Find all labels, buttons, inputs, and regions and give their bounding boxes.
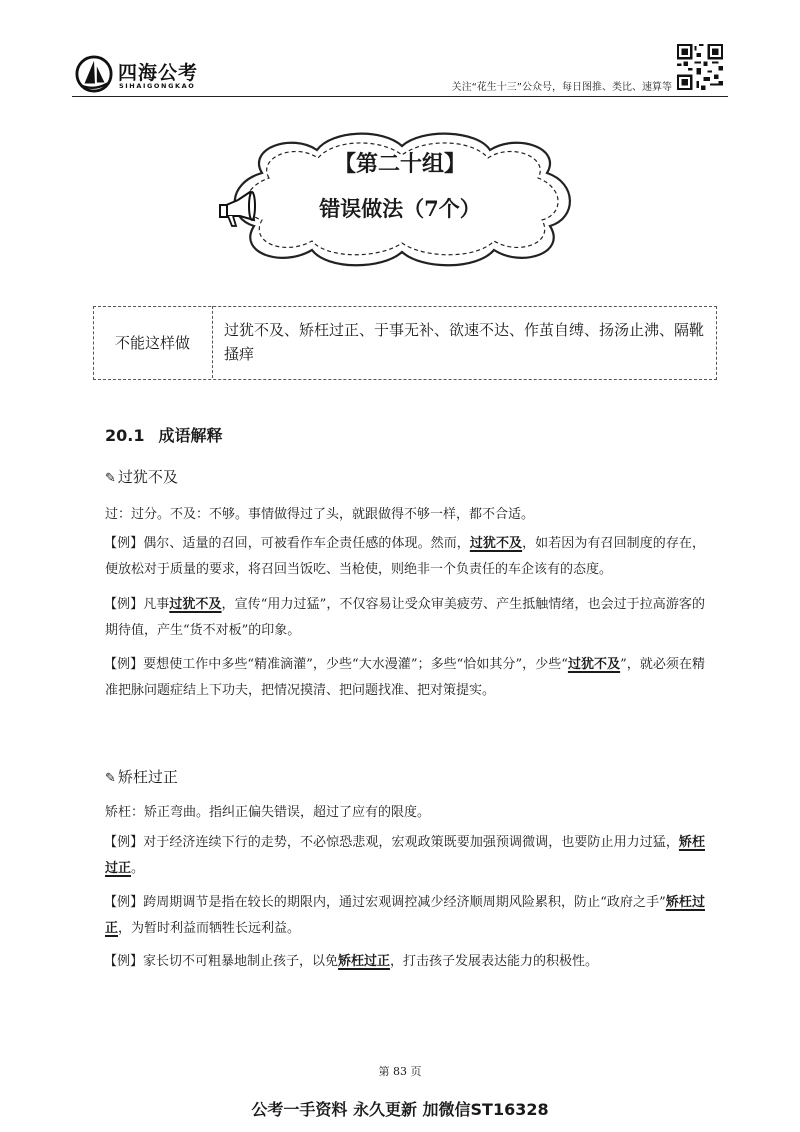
- example-text: 要想使工作中多些“精准滴灌”，少些“大水漫灌”；多些“恰如其分”，少些“: [143, 657, 568, 672]
- example-text: 家长切不可粗暴地制止孩子，以免: [143, 954, 339, 969]
- example-paragraph: [105, 592, 705, 644]
- idiom-definition: 矫枉：矫正弯曲。指纠正偏失错误，超过了应有的限度。: [105, 805, 431, 820]
- megaphone-icon: [216, 190, 262, 230]
- example-text: 。: [131, 861, 145, 876]
- qr-code-icon: [677, 44, 723, 90]
- header-divider: [72, 96, 728, 97]
- footer-note: 公考一手资料 永久更新 加微信ST16328: [251, 1100, 549, 1119]
- table-content-cell: 过犹不及、矫枉过正、于事无补、欲速不达、作茧自缚、扬汤止沸、隔靴搔痒: [224, 321, 705, 363]
- idiom-name: 过犹不及: [117, 468, 178, 486]
- example-text: 偶尔、适量的召回，可被看作车企责任感的体现。然而，: [143, 536, 470, 551]
- brand-name: 四海公考: [118, 62, 199, 84]
- pencil-icon: ✎: [105, 471, 116, 486]
- example-paragraph: [105, 890, 705, 942]
- example-paragraph: [105, 949, 705, 975]
- example-tag: 【例】: [104, 657, 144, 672]
- example-paragraph: [105, 652, 705, 704]
- example-tag: 【例】: [104, 536, 144, 551]
- example-tag: 【例】: [104, 895, 144, 910]
- idiom-name: 矫枉过正: [117, 768, 178, 786]
- header-note: 关注“花生十三”公众号，每日图推、类比、速算等: [451, 82, 672, 93]
- idiom-heading: [105, 466, 178, 487]
- pencil-icon: ✎: [105, 771, 116, 786]
- example-text: ，打击孩子发展表达能力的积极性。: [390, 954, 599, 969]
- idiom-highlight: 过犹不及: [567, 657, 621, 672]
- sailboat-logo-icon: [75, 55, 113, 93]
- idiom-definition: 过：过分。不及：不够。事情做得过了头，就跟做得不够一样，都不合适。: [105, 507, 535, 522]
- example-text: ”，就必须在精准把脉问题症结上下功夫，把情况摸清、把问题找准、把对策提实。: [105, 657, 705, 698]
- example-text: 对于经济连续下行的走势，不必惊恐悲观，宏观政策既要加强预调微调，也要防止用力过猛，: [143, 835, 679, 850]
- brand-subtitle: SIHAIGONGKAO: [119, 82, 196, 90]
- group-subtitle: 错误做法（7个）: [319, 196, 481, 221]
- example-text: ，宣传“用力过猛”，不仅容易让受众审美疲劳、产生抵触情绪，也会过于拉高游客的期待值，产生“货不对板”的印象。: [105, 597, 705, 638]
- idiom-highlight: 过犹不及: [169, 597, 222, 612]
- example-paragraph: [105, 830, 705, 882]
- table-label-cell: 不能这样做: [93, 306, 213, 378]
- page-number: 第 83 页: [378, 1065, 422, 1078]
- idiom-highlight: 矫枉过正: [338, 954, 391, 969]
- example-text: 凡事: [143, 597, 170, 612]
- section-title: 成语解释: [158, 426, 223, 445]
- idiom-heading: [105, 766, 178, 787]
- example-paragraph: [105, 531, 705, 583]
- section-heading: [105, 423, 223, 446]
- example-tag: 【例】: [104, 954, 144, 969]
- idiom-highlight: 矫枉过正: [105, 895, 705, 936]
- example-tag: 【例】: [104, 597, 144, 612]
- group-title: 【第二十组】: [333, 151, 466, 177]
- section-number: 20.1: [105, 426, 145, 445]
- example-text: ，为暂时利益而牺牲长远利益。: [118, 921, 301, 936]
- idiom-highlight: 过犹不及: [469, 536, 523, 551]
- example-text: ，如若因为有召回制度的存在，便放松对于质量的要求，将召回当饭吃、当枪使，则绝非一个负责任的车企该有的态度。: [105, 536, 705, 577]
- example-tag: 【例】: [104, 835, 144, 850]
- example-text: 跨周期调节是指在较长的期限内，通过宏观调控减少经济顺周期风险累积，防止“政府之手”: [143, 895, 666, 910]
- idiom-highlight: 矫枉过正: [105, 835, 705, 876]
